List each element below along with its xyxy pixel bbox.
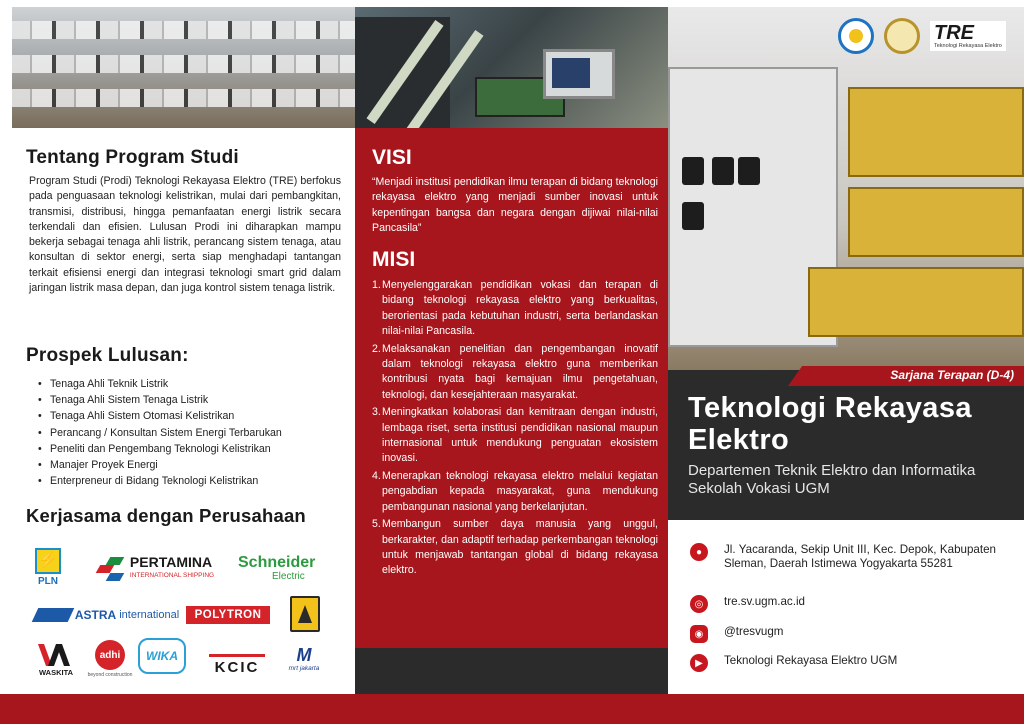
about-title: Tentang Program Studi [26,147,239,168]
header-logos [838,14,1024,58]
instagram-icon: ◉ [690,625,708,643]
schneider-logo: Schneider Electric [238,553,316,582]
contact-instagram[interactable]: ◉ @tresvugm [690,625,1010,643]
list-item: 3. Meningkatkan kolaborasi dan kemitraan dengan industri, lembaga riset, serta institusi pendidikan nasional maupun internasional untuk mendukung penguatan ekosistem inovasi. [372,406,658,465]
pu-emblem-icon [290,596,320,632]
polytron-logo: POLYTRON [186,606,270,624]
list-item: • Perancang / Konsultan Sistem Energi Terbarukan [38,425,350,441]
bottom-band [0,694,1024,724]
waskita-logo: WASKITA [30,640,82,680]
waskita-mark-icon [38,644,74,666]
tre-logo: TRE Teknologi Rekayasa Elektro [930,21,1006,51]
program-title: Teknologi Rekayasa Elektro [688,392,972,456]
list-item: • Enterpreneur di Bidang Teknologi Kelistrikan [38,473,350,489]
middle-panel [355,0,668,724]
pln-logo: ⚡ PLN [28,544,68,590]
mrt-jakarta-logo: M mrt jakarta [288,644,320,672]
contact-website[interactable]: ◎ tre.sv.ugm.ac.id [690,595,1010,613]
kcic-logo: KCIC [204,652,270,676]
misi-title: MISI [372,248,416,271]
partners-title: Kerjasama dengan Perusahaan [26,505,306,526]
technician-photo [355,7,668,128]
ugm-emblem-icon [884,18,920,54]
degree-label: Sarjana Terapan (D-4) [890,368,1014,382]
tut-wuri-handayani-icon [838,18,874,54]
list-item: 2. Melaksanakan penelitian dan pengembangan inovatif dalam teknologi rekayasa elektro guna memberikan kontribusi nyata bagi kemajuan ilmu pengetahuan, teknologi, dan kesejahteraan masyarakat. [372,342,658,401]
visi-title: VISI [372,146,412,169]
prospects-title: Prospek Lulusan: [26,345,189,366]
list-item: • Tenaga Ahli Sistem Otomasi Kelistrikan [38,408,350,424]
wika-logo: WIKA [138,638,186,674]
adhi-logo: adhi beyond construction [88,638,132,680]
location-pin-icon: ● [690,543,708,561]
right-panel [668,0,1024,724]
middle-dark-band [355,648,668,694]
list-item: 4. Menerapkan teknologi rekayasa elektro melalui kegiatan pengabdian kepada masyarakat, guna mendukung pembangunan nasional yang berkelanjutan. [372,469,658,513]
youtube-icon: ▶ [690,654,708,672]
list-item: 1. Menyelenggarakan pendidikan vokasi dan terapan di bidang teknologi rekayasa elektro yang berkualitas, berorientasi pada kebutuhan industri, serta berlandaskan nilai-nilai Pancasila. [372,279,658,338]
left-panel [0,0,355,724]
globe-icon: ◎ [690,595,708,613]
lab-equipment-photo [12,7,355,128]
misi-list [372,278,658,581]
contact-address: ● Jl. Yacaranda, Sekip Unit III, Kec. Depok, Kabupaten Sleman, Daerah Istimewa Yogyakarta 55281 [690,543,1010,570]
contact-youtube[interactable]: ▶ Teknologi Rekayasa Elektro UGM [690,654,1010,672]
list-item: • Peneliti dan Pengembang Teknologi Kelistrikan [38,441,350,457]
astra-swoosh-icon [32,608,75,622]
prospects-list [38,376,350,489]
visi-text: “Menjadi institusi pendidikan ilmu terapan di bidang teknologi rekayasa elektro yang menjadi sumber inovasi untuk kepentingan bangsa dan negara dengan dijiwai nilai-nilai Pancasila” [372,176,658,235]
department-name: Departemen Teknik Elektro dan Informatika Sekolah Vokasi UGM [688,462,976,497]
list-item: • Tenaga Ahli Sistem Tenaga Listrik [38,392,350,408]
list-item: 5. Membangun sumber daya manusia yang unggul, berkarakter, dan adaptif terhadap perkembangan teknologi untuk menjawab tantangan global di bidang rekayasa elektro. [372,518,658,577]
pertamina-mark-icon [98,555,126,583]
vision-mission-section [355,128,668,648]
list-item: • Manajer Proyek Energi [38,457,350,473]
astra-logo: ASTRA international [32,602,182,628]
list-item: • Tenaga Ahli Teknik Listrik [38,376,350,392]
lightning-icon: ⚡ [35,548,61,574]
partner-logos [28,540,333,685]
lab-bench-photo [668,7,1024,370]
about-text: Program Studi (Prodi) Teknologi Rekayasa Elektro (TRE) berfokus pada penguasaan teknologi kelistrikan, mulai dari pembangkitan, transmisi, distribusi, hingga pemanfaatan energi listrik secara terkendali dan efisien. Lulusan Prodi ini diharapkan mampu bekerja sebagai tenaga ahli listrik, perancang sistem tenaga, atau konsultan di sektor energi, serta siap menghadapi tantangan terkait efisiensi energi dan integrasi teknologi smart grid dalam jaringan listrik masa depan, dan juga kontrol sistem tenaga listrik. [29,175,341,295]
pertamina-logo: PERTAMINA INTERNATIONAL SHIPPING [80,550,232,588]
